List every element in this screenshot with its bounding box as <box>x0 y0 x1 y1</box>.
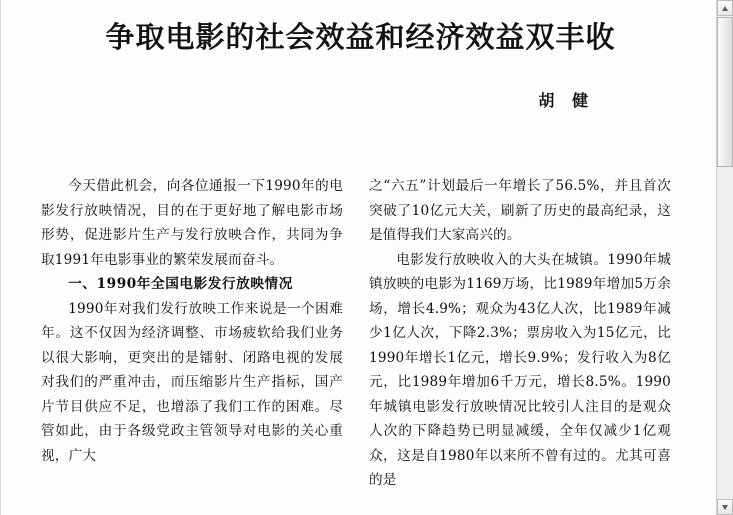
page-title: 争取电影的社会效益和经济效益双丰收 <box>105 20 616 54</box>
paragraph: 今天借此机会，向各位通报一下1990年的电影发行放映情况，目的在于更好地了解电影市场形势，促进影片生产与发行放映合作，共同为争取1991年电影事业的繁荣发展而奋斗。 <box>41 178 343 268</box>
paragraph: 1990年对我们发行放映工作来说是一个困难年。这不仅因为经济调整、市场疲软给我们业务以很大影响，更突出的是镭射、闭路电视的发展对我们的严重冲击，而压缩影片生产指标，国产片节目供应不足，也增添了我们工作的困难。尽管如此，由于各级党政主管领导对电影的关心重视，广大 <box>41 300 343 464</box>
column-left <box>41 174 343 493</box>
author-byline: 胡 健 <box>538 90 594 110</box>
scanned-page <box>1 0 718 515</box>
section-heading: 一、1990年全国电影发行放映情况 <box>68 276 293 292</box>
chevron-up-icon <box>722 6 728 11</box>
paragraph: 电影发行放映收入的大头在城镇。1990年城镇放映的电影为1169万场，比1989年增加5万余场，增长4.9%；观众为43亿人次，比1989年减少1亿人次，下降2.3%；票房收入为15亿元，比1990年增长1亿元，增长9.9%；发行收入为8亿元，比1989年增加6千万元，增长8.5%。1990年城镇电影发行放映情况比较引人注目的是观众人次的下降趋势已明显减缓，全年仅减少1亿观众，这是自1980年以来所不曾有过的。尤其可喜的是 <box>369 251 671 488</box>
scrollbar-thumb[interactable] <box>717 17 733 167</box>
vertical-scrollbar[interactable] <box>716 0 733 515</box>
scroll-down-button[interactable] <box>717 499 733 515</box>
paragraph: 之“六五”计划最后一年增长了56.5%，并且首次突破了10亿元大关，刷新了历史的最高纪录，这是值得我们大家高兴的。 <box>369 178 671 243</box>
scroll-up-button[interactable] <box>717 0 733 16</box>
chevron-down-icon <box>722 505 728 510</box>
page-content <box>29 22 692 515</box>
body-columns <box>41 174 688 493</box>
column-right <box>369 174 671 493</box>
scrollbar-track[interactable] <box>717 167 733 498</box>
